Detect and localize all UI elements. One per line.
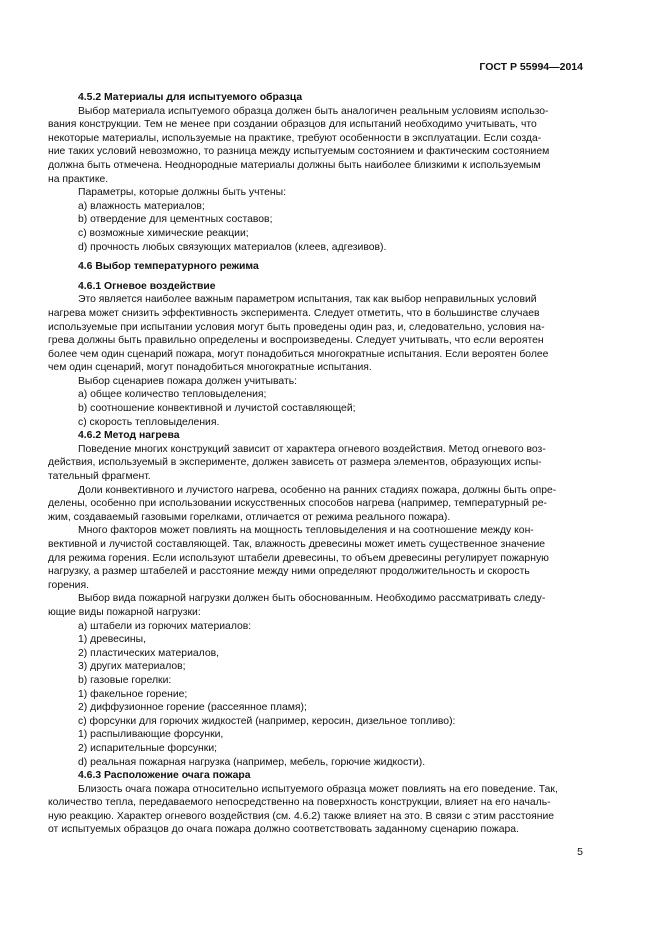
text-line: некоторые материалы, используемые на практике, требуют особенности в эксплуатации. Если созда-	[48, 132, 542, 144]
text-line: нагрева может снизить эффективность эксперимента. Следует отметить, что в большинстве случаев	[48, 307, 540, 319]
text-line: Много факторов может повлиять на мощность тепловыделения и на соотношение между кон-	[78, 525, 534, 537]
text-line: a) штабели из горючих материалов:	[78, 620, 252, 632]
text-line: от испытуемых образцов до очага пожара должно соответствовать заданному сценарию пожара.	[48, 824, 519, 836]
text-line: 2) диффузионное горение (рассеянное пламя);	[78, 702, 307, 714]
text-line: ние таких условий невозможно, то разница между испытуемым состоянием и фактическим состоянием	[48, 146, 550, 158]
document-code-header: ГОСТ Р 55994—2014	[479, 61, 583, 73]
text-line: 3) других материалов;	[78, 661, 186, 673]
text-line: a) влажность материалов;	[78, 200, 205, 212]
document-body	[48, 91, 583, 837]
text-line: d) прочность любых связующих материалов (клеев, адгезивов).	[78, 241, 387, 253]
section-heading: 4.5.2 Материалы для испытуемого образца	[78, 92, 303, 103]
text-line: 1) распыливающие форсунки,	[78, 729, 224, 741]
text-line: для режима горения. Если используют штабели древесины, то объем древесины регулирует пожарную	[48, 552, 549, 564]
text-line: более чем один сценарий пожара, могут понадобиться многократные испытания. Если вероятен более	[48, 348, 549, 360]
text-line: b) отвердение для цементных составов;	[78, 214, 273, 226]
text-line: c) возможные химические реакции;	[78, 227, 249, 239]
text-line: b) газовые горелки:	[78, 674, 172, 686]
section-heading: 4.6.1 Огневое воздействие	[78, 280, 216, 292]
text-line: Близость очага пожара относительно испытуемого образца может повлиять на его поведение. Так,	[78, 783, 558, 795]
text-line: Выбор материала испытуемого образца должен быть аналогичен реальным условиям использо-	[78, 105, 549, 117]
text-line: 1) древесины,	[78, 634, 147, 646]
text-line: количество тепла, передаваемого непосредственно на поверхность конструкции, влияет на его началь-	[48, 797, 551, 809]
text-line: c) форсунки для горючих жидкостей (например, керосин, дизельное топливо):	[78, 715, 456, 727]
text-line: нагрузку, а размер штабелей и расстояние между ними определяют продолжительность и скорость	[48, 566, 530, 578]
text-line: вективной и лучистой составляющей. Так, влажность древесины может иметь существенное значение	[48, 539, 546, 550]
text-line: c) скорость тепловыделения.	[78, 416, 220, 428]
text-line: грева должны быть правильно определены и воспроизведены. Следует учитывать, что если вероятен	[48, 335, 544, 347]
text-line: должна быть отмечена. Неоднородные материалы должны быть наиболее близкими к используемым	[48, 159, 541, 171]
text-line: тательный фрагмент.	[48, 471, 151, 483]
section-heading: 4.6.3 Расположение очага пожара	[78, 770, 251, 782]
section-heading: 4.6.2 Метод нагрева	[78, 430, 180, 442]
text-line: жим, создаваемый газовыми горелками, отличается от режима реального пожара).	[48, 511, 451, 523]
text-line: горения.	[48, 579, 89, 591]
text-line: Это является наиболее важным параметром испытания, так как выбор неправильных условий	[78, 294, 537, 306]
text-line: вания конструкции. Тем не менее при создании образцов для испытаний необходимо учитывать, что	[48, 119, 537, 131]
text-line: 2) испарительные форсунки;	[78, 742, 218, 754]
page-number: 5	[577, 846, 583, 858]
section-heading: 4.6 Выбор температурного режима	[78, 261, 259, 273]
text-line: ную реакцию. Характер огневого воздействия (см. 4.6.2) также влияет на это. В связи с этим расстояние	[48, 810, 555, 822]
text-line: b) соотношение конвективной и лучистой составляющей;	[78, 403, 356, 415]
text-line: действия, используемый в эксперименте, должен зависеть от размера элементов, образующих испы-	[48, 457, 542, 469]
text-line: чем один сценарий, могут понадобиться многократные испытания.	[48, 362, 372, 374]
text-line: 1) факельное горение;	[78, 688, 188, 700]
text-line: на практике.	[48, 173, 109, 185]
text-line: используемые при испытании условия могут быть проведены один раз, и, следовательно, условия на-	[48, 321, 545, 333]
text-line: делены, особенно при использовании искусственных способов нагрева (например, температурный ре-	[48, 498, 548, 510]
text-line: Выбор вида пожарной нагрузки должен быть обоснованным. Необходимо рассматривать следу-	[78, 593, 546, 605]
text-line: a) общее количество тепловыделения;	[78, 389, 267, 401]
text-line: 2) пластических материалов,	[78, 647, 220, 659]
text-line: Параметры, которые должны быть учтены:	[78, 187, 287, 199]
text-line: ющие виды пожарной нагрузки:	[48, 606, 201, 618]
text-line: Выбор сценариев пожара должен учитывать:	[78, 375, 298, 387]
text-line: d) реальная пожарная нагрузка (например, мебель, горючие жидкости).	[78, 756, 426, 768]
text-line: Доли конвективного и лучистого нагрева, особенно на ранних стадиях пожара, должны быть опре-	[78, 484, 557, 496]
text-line: Поведение многих конструкций зависит от характера огневого воздействия. Метод огневого воз-	[78, 443, 546, 455]
